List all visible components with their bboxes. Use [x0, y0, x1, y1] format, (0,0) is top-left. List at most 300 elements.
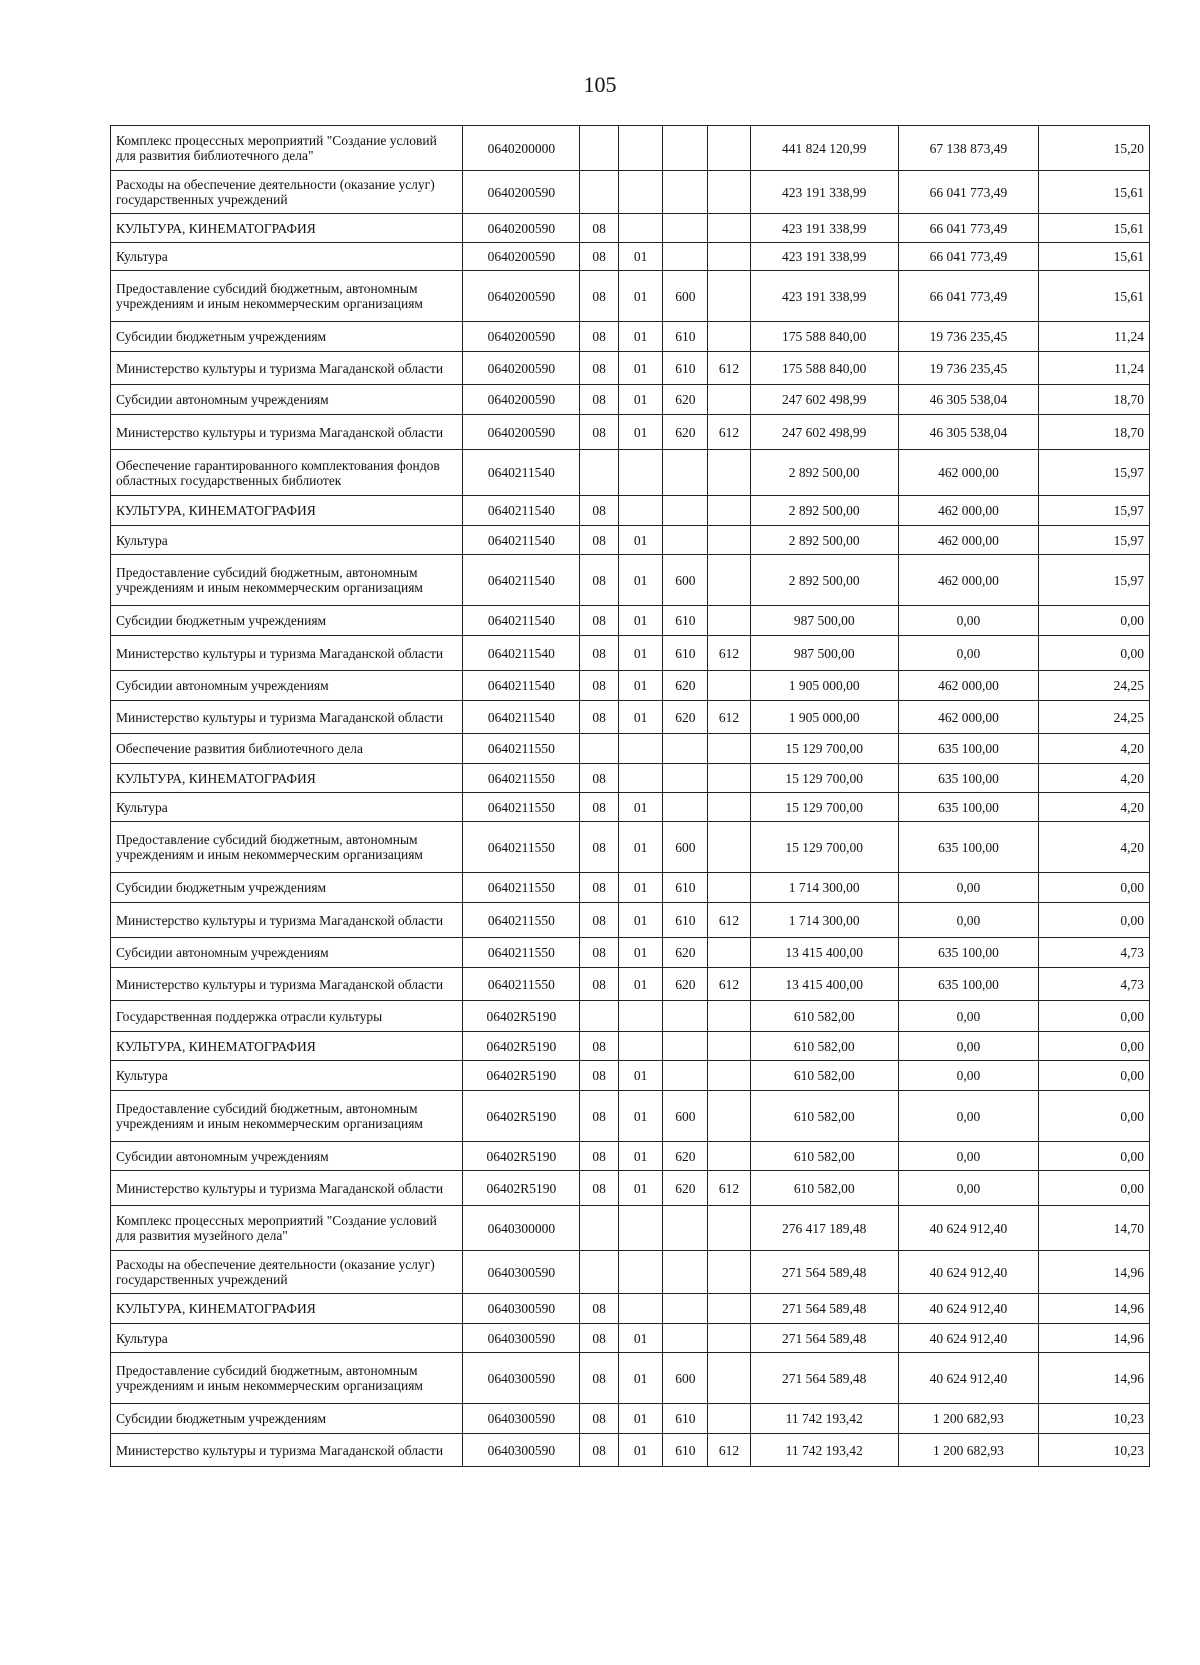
admin-code	[708, 1404, 751, 1434]
target-code: 0640211550	[463, 822, 580, 873]
plan-amount: 610 582,00	[750, 1171, 898, 1206]
plan-amount: 1 714 300,00	[750, 873, 898, 903]
section-code	[580, 1206, 618, 1251]
table-row	[111, 636, 1150, 671]
admin-code	[708, 555, 751, 606]
percent-executed: 10,23	[1039, 1434, 1150, 1467]
plan-amount: 11 742 193,42	[750, 1434, 898, 1467]
section-code: 08	[580, 214, 618, 243]
admin-code	[708, 873, 751, 903]
actual-amount: 40 624 912,40	[898, 1251, 1039, 1294]
target-code: 0640211540	[463, 555, 580, 606]
percent-executed: 18,70	[1039, 385, 1150, 415]
subsection-code: 01	[618, 1091, 663, 1142]
admin-code	[708, 171, 751, 214]
table-row	[111, 1091, 1150, 1142]
actual-amount: 0,00	[898, 1171, 1039, 1206]
table-row	[111, 793, 1150, 822]
section-code: 08	[580, 1142, 618, 1171]
expense-type-code: 600	[663, 555, 708, 606]
budget-table	[110, 125, 1150, 1467]
expense-type-code	[663, 1001, 708, 1032]
actual-amount: 462 000,00	[898, 671, 1039, 701]
expense-type-code	[663, 450, 708, 496]
percent-executed: 15,97	[1039, 526, 1150, 555]
actual-amount: 1 200 682,93	[898, 1404, 1039, 1434]
section-code	[580, 1251, 618, 1294]
target-code: 0640211540	[463, 606, 580, 636]
plan-amount: 1 905 000,00	[750, 701, 898, 734]
actual-amount: 0,00	[898, 636, 1039, 671]
expense-type-code	[663, 171, 708, 214]
actual-amount: 40 624 912,40	[898, 1294, 1039, 1324]
percent-executed: 14,96	[1039, 1324, 1150, 1353]
section-code: 08	[580, 555, 618, 606]
table-row	[111, 701, 1150, 734]
row-name: Министерство культуры и туризма Магаданской области	[111, 1434, 463, 1467]
subsection-code: 01	[618, 822, 663, 873]
row-name: КУЛЬТУРА, КИНЕМАТОГРАФИЯ	[111, 214, 463, 243]
percent-executed: 15,97	[1039, 450, 1150, 496]
subsection-code: 01	[618, 671, 663, 701]
target-code: 0640200590	[463, 171, 580, 214]
plan-amount: 987 500,00	[750, 606, 898, 636]
target-code: 0640200590	[463, 214, 580, 243]
admin-code: 612	[708, 1171, 751, 1206]
expense-type-code	[663, 1061, 708, 1091]
row-name: Субсидии бюджетным учреждениям	[111, 322, 463, 352]
admin-code	[708, 526, 751, 555]
actual-amount: 46 305 538,04	[898, 415, 1039, 450]
actual-amount: 462 000,00	[898, 701, 1039, 734]
admin-code	[708, 671, 751, 701]
subsection-code: 01	[618, 1324, 663, 1353]
target-code: 0640211550	[463, 793, 580, 822]
plan-amount: 423 191 338,99	[750, 214, 898, 243]
section-code: 08	[580, 1032, 618, 1061]
row-name: Культура	[111, 243, 463, 271]
actual-amount: 0,00	[898, 873, 1039, 903]
expense-type-code: 610	[663, 903, 708, 938]
percent-executed: 14,96	[1039, 1251, 1150, 1294]
table-row	[111, 1353, 1150, 1404]
actual-amount: 67 138 873,49	[898, 126, 1039, 171]
expense-type-code	[663, 1294, 708, 1324]
actual-amount: 635 100,00	[898, 793, 1039, 822]
actual-amount: 0,00	[898, 1142, 1039, 1171]
subsection-code	[618, 450, 663, 496]
section-code: 08	[580, 352, 618, 385]
percent-executed: 4,20	[1039, 822, 1150, 873]
percent-executed: 15,20	[1039, 126, 1150, 171]
actual-amount: 46 305 538,04	[898, 385, 1039, 415]
table-row	[111, 873, 1150, 903]
table-row	[111, 126, 1150, 171]
expense-type-code: 620	[663, 671, 708, 701]
target-code: 0640211540	[463, 636, 580, 671]
expense-type-code: 600	[663, 1091, 708, 1142]
row-name: Обеспечение развития библиотечного дела	[111, 734, 463, 764]
percent-executed: 4,20	[1039, 764, 1150, 793]
actual-amount: 66 041 773,49	[898, 271, 1039, 322]
subsection-code	[618, 214, 663, 243]
percent-executed: 24,25	[1039, 701, 1150, 734]
percent-executed: 15,97	[1039, 496, 1150, 526]
row-name: Субсидии автономным учреждениям	[111, 1142, 463, 1171]
subsection-code	[618, 1001, 663, 1032]
actual-amount: 462 000,00	[898, 526, 1039, 555]
plan-amount: 175 588 840,00	[750, 322, 898, 352]
table-row	[111, 764, 1150, 793]
expense-type-code	[663, 793, 708, 822]
section-code: 08	[580, 496, 618, 526]
expense-type-code	[663, 1324, 708, 1353]
target-code: 0640211540	[463, 450, 580, 496]
row-name: Субсидии автономным учреждениям	[111, 938, 463, 968]
actual-amount: 0,00	[898, 606, 1039, 636]
section-code: 08	[580, 671, 618, 701]
target-code: 0640211540	[463, 526, 580, 555]
admin-code: 612	[708, 415, 751, 450]
expense-type-code	[663, 496, 708, 526]
section-code: 08	[580, 873, 618, 903]
table-row	[111, 671, 1150, 701]
percent-executed: 0,00	[1039, 873, 1150, 903]
plan-amount: 13 415 400,00	[750, 968, 898, 1001]
subsection-code	[618, 1251, 663, 1294]
admin-code	[708, 764, 751, 793]
section-code: 08	[580, 385, 618, 415]
row-name: Субсидии бюджетным учреждениям	[111, 1404, 463, 1434]
plan-amount: 441 824 120,99	[750, 126, 898, 171]
admin-code	[708, 1206, 751, 1251]
row-name: Министерство культуры и туризма Магаданской области	[111, 352, 463, 385]
section-code	[580, 450, 618, 496]
row-name: Культура	[111, 1061, 463, 1091]
plan-amount: 610 582,00	[750, 1001, 898, 1032]
table-row	[111, 496, 1150, 526]
section-code: 08	[580, 415, 618, 450]
row-name: Комплекс процессных мероприятий "Создание условий для развития библиотечного дела"	[111, 126, 463, 171]
plan-amount: 610 582,00	[750, 1061, 898, 1091]
subsection-code: 01	[618, 636, 663, 671]
subsection-code	[618, 734, 663, 764]
admin-code	[708, 385, 751, 415]
table-row	[111, 822, 1150, 873]
table-row	[111, 322, 1150, 352]
expense-type-code	[663, 1206, 708, 1251]
subsection-code: 01	[618, 938, 663, 968]
target-code: 06402R5190	[463, 1142, 580, 1171]
section-code: 08	[580, 1061, 618, 1091]
subsection-code: 01	[618, 1171, 663, 1206]
target-code: 06402R5190	[463, 1061, 580, 1091]
table-row	[111, 1032, 1150, 1061]
percent-executed: 15,61	[1039, 171, 1150, 214]
row-name: Предоставление субсидий бюджетным, автономным учреждениям и иным некоммерческим организациям	[111, 271, 463, 322]
target-code: 0640211550	[463, 873, 580, 903]
row-name: Министерство культуры и туризма Магаданской области	[111, 701, 463, 734]
section-code: 08	[580, 1324, 618, 1353]
table-row	[111, 415, 1150, 450]
subsection-code: 01	[618, 322, 663, 352]
target-code: 06402R5190	[463, 1091, 580, 1142]
plan-amount: 271 564 589,48	[750, 1251, 898, 1294]
target-code: 06402R5190	[463, 1171, 580, 1206]
table-row	[111, 903, 1150, 938]
target-code: 06402R5190	[463, 1001, 580, 1032]
actual-amount: 40 624 912,40	[898, 1353, 1039, 1404]
expense-type-code: 620	[663, 701, 708, 734]
expense-type-code	[663, 1032, 708, 1061]
row-name: КУЛЬТУРА, КИНЕМАТОГРАФИЯ	[111, 1294, 463, 1324]
subsection-code: 01	[618, 352, 663, 385]
plan-amount: 271 564 589,48	[750, 1294, 898, 1324]
table-row	[111, 1404, 1150, 1434]
section-code: 08	[580, 1091, 618, 1142]
percent-executed: 4,20	[1039, 734, 1150, 764]
actual-amount: 66 041 773,49	[898, 214, 1039, 243]
expense-type-code: 610	[663, 1434, 708, 1467]
expense-type-code: 610	[663, 352, 708, 385]
subsection-code	[618, 496, 663, 526]
section-code: 08	[580, 968, 618, 1001]
subsection-code: 01	[618, 793, 663, 822]
admin-code	[708, 450, 751, 496]
table-row	[111, 243, 1150, 271]
admin-code	[708, 1061, 751, 1091]
row-name: КУЛЬТУРА, КИНЕМАТОГРАФИЯ	[111, 1032, 463, 1061]
plan-amount: 423 191 338,99	[750, 271, 898, 322]
target-code: 0640211550	[463, 968, 580, 1001]
target-code: 0640300000	[463, 1206, 580, 1251]
admin-code	[708, 1142, 751, 1171]
expense-type-code	[663, 734, 708, 764]
row-name: Субсидии автономным учреждениям	[111, 671, 463, 701]
section-code: 08	[580, 1353, 618, 1404]
subsection-code	[618, 1294, 663, 1324]
admin-code	[708, 1001, 751, 1032]
plan-amount: 15 129 700,00	[750, 793, 898, 822]
table-row	[111, 1324, 1150, 1353]
target-code: 0640211550	[463, 938, 580, 968]
actual-amount: 0,00	[898, 1001, 1039, 1032]
percent-executed: 10,23	[1039, 1404, 1150, 1434]
row-name: Министерство культуры и туризма Магаданской области	[111, 1171, 463, 1206]
expense-type-code: 610	[663, 636, 708, 671]
percent-executed: 15,61	[1039, 271, 1150, 322]
percent-executed: 0,00	[1039, 1061, 1150, 1091]
actual-amount: 635 100,00	[898, 822, 1039, 873]
admin-code: 612	[708, 352, 751, 385]
row-name: Предоставление субсидий бюджетным, автономным учреждениям и иным некоммерческим организациям	[111, 1353, 463, 1404]
section-code: 08	[580, 822, 618, 873]
section-code: 08	[580, 636, 618, 671]
target-code: 0640200590	[463, 385, 580, 415]
row-name: Комплекс процессных мероприятий "Создание условий для развития музейного дела"	[111, 1206, 463, 1251]
target-code: 0640300590	[463, 1294, 580, 1324]
percent-executed: 11,24	[1039, 322, 1150, 352]
section-code: 08	[580, 764, 618, 793]
table-row	[111, 1206, 1150, 1251]
target-code: 0640211540	[463, 701, 580, 734]
subsection-code: 01	[618, 701, 663, 734]
table-row	[111, 968, 1150, 1001]
actual-amount: 635 100,00	[898, 764, 1039, 793]
expense-type-code: 620	[663, 415, 708, 450]
subsection-code: 01	[618, 1061, 663, 1091]
admin-code	[708, 214, 751, 243]
expense-type-code	[663, 526, 708, 555]
plan-amount: 2 892 500,00	[750, 450, 898, 496]
plan-amount: 987 500,00	[750, 636, 898, 671]
row-name: Культура	[111, 1324, 463, 1353]
table-row	[111, 1142, 1150, 1171]
actual-amount: 19 736 235,45	[898, 352, 1039, 385]
row-name: Министерство культуры и туризма Магаданской области	[111, 415, 463, 450]
actual-amount: 0,00	[898, 1061, 1039, 1091]
table-row	[111, 526, 1150, 555]
row-name: Культура	[111, 793, 463, 822]
row-name: КУЛЬТУРА, КИНЕМАТОГРАФИЯ	[111, 496, 463, 526]
plan-amount: 1 905 000,00	[750, 671, 898, 701]
percent-executed: 4,73	[1039, 938, 1150, 968]
subsection-code: 01	[618, 873, 663, 903]
actual-amount: 40 624 912,40	[898, 1206, 1039, 1251]
target-code: 0640211550	[463, 903, 580, 938]
admin-code: 612	[708, 636, 751, 671]
subsection-code: 01	[618, 1434, 663, 1467]
percent-executed: 0,00	[1039, 1091, 1150, 1142]
table-row	[111, 352, 1150, 385]
subsection-code	[618, 764, 663, 793]
subsection-code	[618, 1206, 663, 1251]
row-name: Предоставление субсидий бюджетным, автономным учреждениям и иным некоммерческим организациям	[111, 555, 463, 606]
actual-amount: 0,00	[898, 903, 1039, 938]
plan-amount: 610 582,00	[750, 1142, 898, 1171]
percent-executed: 0,00	[1039, 636, 1150, 671]
table-row	[111, 1171, 1150, 1206]
target-code: 06402R5190	[463, 1032, 580, 1061]
section-code: 08	[580, 322, 618, 352]
admin-code	[708, 126, 751, 171]
expense-type-code: 620	[663, 1171, 708, 1206]
percent-executed: 0,00	[1039, 1001, 1150, 1032]
subsection-code	[618, 1032, 663, 1061]
row-name: КУЛЬТУРА, КИНЕМАТОГРАФИЯ	[111, 764, 463, 793]
table-row	[111, 450, 1150, 496]
subsection-code	[618, 171, 663, 214]
percent-executed: 0,00	[1039, 1142, 1150, 1171]
admin-code: 612	[708, 903, 751, 938]
plan-amount: 15 129 700,00	[750, 764, 898, 793]
row-name: Предоставление субсидий бюджетным, автономным учреждениям и иным некоммерческим организациям	[111, 822, 463, 873]
target-code: 0640300590	[463, 1434, 580, 1467]
row-name: Обеспечение гарантированного комплектования фондов областных государственных библиотек	[111, 450, 463, 496]
actual-amount: 0,00	[898, 1032, 1039, 1061]
section-code	[580, 126, 618, 171]
subsection-code: 01	[618, 903, 663, 938]
actual-amount: 462 000,00	[898, 496, 1039, 526]
section-code	[580, 171, 618, 214]
section-code: 08	[580, 938, 618, 968]
row-name: Субсидии автономным учреждениям	[111, 385, 463, 415]
actual-amount: 66 041 773,49	[898, 243, 1039, 271]
expense-type-code: 610	[663, 873, 708, 903]
subsection-code: 01	[618, 606, 663, 636]
target-code: 0640200590	[463, 352, 580, 385]
row-name: Субсидии бюджетным учреждениям	[111, 606, 463, 636]
subsection-code: 01	[618, 271, 663, 322]
admin-code: 612	[708, 1434, 751, 1467]
subsection-code: 01	[618, 243, 663, 271]
expense-type-code	[663, 243, 708, 271]
actual-amount: 0,00	[898, 1091, 1039, 1142]
admin-code	[708, 496, 751, 526]
row-name: Культура	[111, 526, 463, 555]
admin-code	[708, 1294, 751, 1324]
target-code: 0640211540	[463, 671, 580, 701]
plan-amount: 423 191 338,99	[750, 243, 898, 271]
admin-code	[708, 822, 751, 873]
expense-type-code: 600	[663, 271, 708, 322]
section-code: 08	[580, 526, 618, 555]
actual-amount: 462 000,00	[898, 450, 1039, 496]
admin-code	[708, 1353, 751, 1404]
actual-amount: 40 624 912,40	[898, 1324, 1039, 1353]
percent-executed: 0,00	[1039, 606, 1150, 636]
plan-amount: 610 582,00	[750, 1091, 898, 1142]
plan-amount: 271 564 589,48	[750, 1353, 898, 1404]
subsection-code: 01	[618, 1404, 663, 1434]
actual-amount: 19 736 235,45	[898, 322, 1039, 352]
expense-type-code: 620	[663, 1142, 708, 1171]
percent-executed: 24,25	[1039, 671, 1150, 701]
subsection-code: 01	[618, 415, 663, 450]
plan-amount: 247 602 498,99	[750, 415, 898, 450]
target-code: 0640211550	[463, 764, 580, 793]
subsection-code: 01	[618, 385, 663, 415]
admin-code	[708, 1091, 751, 1142]
admin-code: 612	[708, 701, 751, 734]
plan-amount: 15 129 700,00	[750, 822, 898, 873]
table-row	[111, 271, 1150, 322]
table-row	[111, 1061, 1150, 1091]
target-code: 0640300590	[463, 1404, 580, 1434]
target-code: 0640300590	[463, 1251, 580, 1294]
subsection-code: 01	[618, 1353, 663, 1404]
percent-executed: 15,61	[1039, 243, 1150, 271]
row-name: Министерство культуры и туризма Магаданской области	[111, 968, 463, 1001]
admin-code	[708, 271, 751, 322]
target-code: 0640211540	[463, 496, 580, 526]
actual-amount: 635 100,00	[898, 938, 1039, 968]
plan-amount: 13 415 400,00	[750, 938, 898, 968]
percent-executed: 4,73	[1039, 968, 1150, 1001]
subsection-code: 01	[618, 526, 663, 555]
row-name: Министерство культуры и туризма Магаданской области	[111, 903, 463, 938]
expense-type-code: 600	[663, 822, 708, 873]
target-code: 0640200000	[463, 126, 580, 171]
expense-type-code: 600	[663, 1353, 708, 1404]
section-code: 08	[580, 243, 618, 271]
admin-code	[708, 938, 751, 968]
admin-code	[708, 243, 751, 271]
actual-amount: 1 200 682,93	[898, 1434, 1039, 1467]
percent-executed: 0,00	[1039, 1032, 1150, 1061]
admin-code	[708, 1032, 751, 1061]
plan-amount: 423 191 338,99	[750, 171, 898, 214]
